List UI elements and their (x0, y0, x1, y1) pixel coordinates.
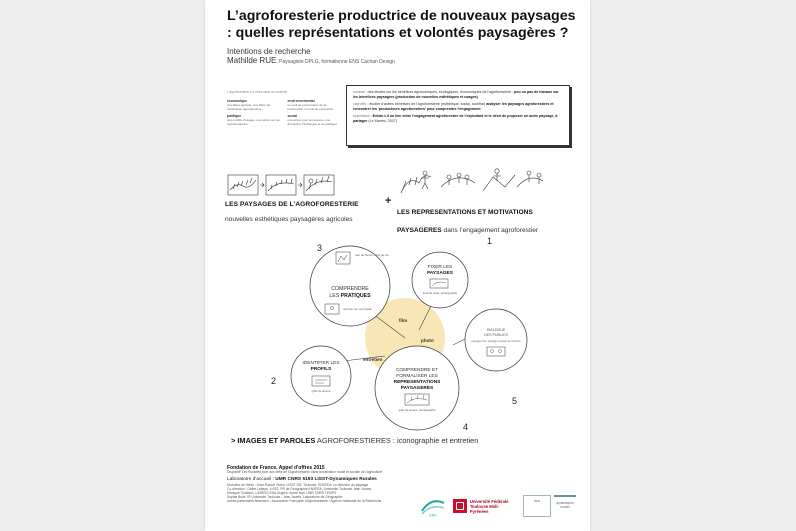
poster-subtitle: Intentions de recherche (227, 47, 311, 56)
number-4: 4 (463, 422, 469, 432)
svg-text:paysage, film, partage et proj: paysage, film, partage et projet de territoire (471, 340, 521, 343)
ens-logo (419, 493, 447, 517)
constat: constat : des études sur les bénéfices agronomiques, écologiques, économiques de l'agroforesterie ; peu ou pas de travaux sur les bénéfices paysagers (production de nouvelles esthétiques et usages) (353, 90, 559, 99)
svg-text:DES PUBLICS: DES PUBLICS (484, 333, 508, 337)
svg-text:REPRESENTATIONS: REPRESENTATIONS (393, 380, 441, 385)
svg-text:PAYSAGES: PAYSAGES (427, 271, 453, 276)
context-header: L'agroforesterie a 4 rôles dans un contexte (227, 90, 288, 94)
context-roles (227, 90, 342, 126)
footer-line: Directeur de thèse : Jean-Pascal Vivien, LISST-DR, Toulouse, ENSFEA; co-direction du paysage (227, 482, 369, 487)
svg-text:ENS: ENS (429, 513, 437, 517)
svg-text:tour de ferme, récit de vie: tour de ferme, récit de vie (355, 253, 390, 257)
universite-toulouse-logo: Université Fédérale Toulouse Midi-Pyrénées (453, 497, 517, 515)
farmer-sketches (397, 163, 547, 199)
svg-text:FORMALISER LES: FORMALISER LES (396, 374, 438, 379)
svg-text:fond de carte, photographie: fond de carte, photographie (422, 291, 458, 295)
svg-text:COMPRENDRE ET: COMPRENDRE ET (395, 368, 439, 373)
footer-line: Dispositif 'Les Ruralités face aux défis de l'Agroforesterie dans la transition rurale et sociale de l'agriculture' (227, 470, 383, 475)
role-social: social une action pour les acteurs, une démarche d'échanges et de partages (287, 114, 337, 126)
svg-text:PROFILS: PROFILS (310, 367, 332, 372)
svg-text:récit de vie, au travail: récit de vie, au travail (343, 307, 372, 311)
ut-mark-icon (453, 499, 467, 513)
author-name: Mathilde RUE (227, 56, 277, 65)
poster (205, 0, 590, 531)
svg-text:LES PRATIQUES: LES PRATIQUES (329, 293, 371, 299)
role-economique: économique une filière agricole, une filière de valorisation agroforestière (227, 99, 271, 111)
method-diagram (205, 230, 590, 440)
landscape-sketches (227, 172, 335, 198)
images-paroles-line: > IMAGES ET PAROLES AGROFORESTIERES : iconographie et entretien (231, 436, 479, 445)
representations-heading: LES REPRESENTATIONS ET MOTIVATIONS PAYSAGERES dans l’engagement agroforestier (397, 209, 539, 234)
footer-lab: Laboratoire d’accueil : UMR CNRS 5193 LISST-Dynamiques Rurales (227, 477, 377, 483)
label-entretien: entretien (363, 357, 383, 362)
footer-line: Sophie Bulle, IR Université Toulouse - Jean Jaurès, Laboratoire de Géographie (227, 495, 343, 500)
plus-sign: + (385, 195, 392, 207)
circle-paysages (412, 252, 468, 308)
lisst-logo: lisst (523, 495, 551, 517)
research-summary-box (346, 85, 570, 146)
svg-text:FIXER LES: FIXER LES (427, 265, 453, 270)
svg-text:grille de lecture, photographi: grille de lecture, photographie (398, 408, 436, 412)
label-film: film (399, 318, 408, 323)
svg-text:COMPRENDRE: COMPRENDRE (331, 286, 369, 292)
footer-line: Autres partenaires financiers : Association Française d'Agroforesterie / Agence Nationale de la Recherche (227, 499, 382, 504)
poster-title: L’agroforesterie productrice de nouveaux paysages : quelles représentations et volontés paysagères ? (227, 8, 576, 41)
role-environnemental: environnemental un outil de préservation de la biodiversité, un outil de production (287, 99, 334, 111)
footer-credits (227, 466, 427, 504)
label-photo: photo (421, 338, 434, 343)
partner-logos (419, 491, 579, 521)
author-line (227, 56, 395, 65)
dynamiques-rurales-logo: dynamiques rurales (554, 495, 576, 517)
svg-text:grille de lecture: grille de lecture (311, 389, 331, 393)
number-1: 1 (487, 236, 493, 246)
hypothese: hypothèse : Existe-t-il un lien entre l'engagement agroforestier de l'exploitant et le désir de proposer un autre paysage, à partager (Le Marrec, 2007) (353, 114, 558, 123)
paysages-heading: LES PAYSAGES DE L’AGROFORESTERIE nouvelles esthétiques paysagères agricoles (225, 201, 359, 223)
footer-title: Fondation de France, Appel d'offres 2015 (227, 465, 325, 471)
role-politique: politique des conflits d'usages, une action sur les représentations (227, 114, 280, 126)
number-3: 3 (317, 243, 323, 253)
number-2: 2 (271, 376, 277, 386)
footer-line: Monique Toublanc, LARESS-ESA Angers; Sylvie Nail, UMR CNRS TEMPS (227, 491, 337, 496)
objectifs: objectifs : étudier d'autres bénéfices de l'agroforesterie (esthétique, social, sociétal) analyser les paysages agroforestiers et rencontrer les 'producteurs agroforestiers' pour comprendre l'engagement (353, 102, 554, 111)
svg-text:DIALOGUE: DIALOGUE (486, 328, 506, 332)
author-role: , Paysagiste DPLG, formalienne ENS Cachan Design (276, 59, 395, 65)
svg-text:PAYSAGERES: PAYSAGERES (400, 386, 434, 391)
number-5: 5 (512, 396, 518, 406)
svg-text:IDENTIFIER LES: IDENTIFIER LES (302, 361, 340, 366)
footer-line: Co-direction : Didier Labaye, LISST, PR de Géographie ENSFEA, Université Toulouse Jean Jaurès (227, 486, 372, 491)
